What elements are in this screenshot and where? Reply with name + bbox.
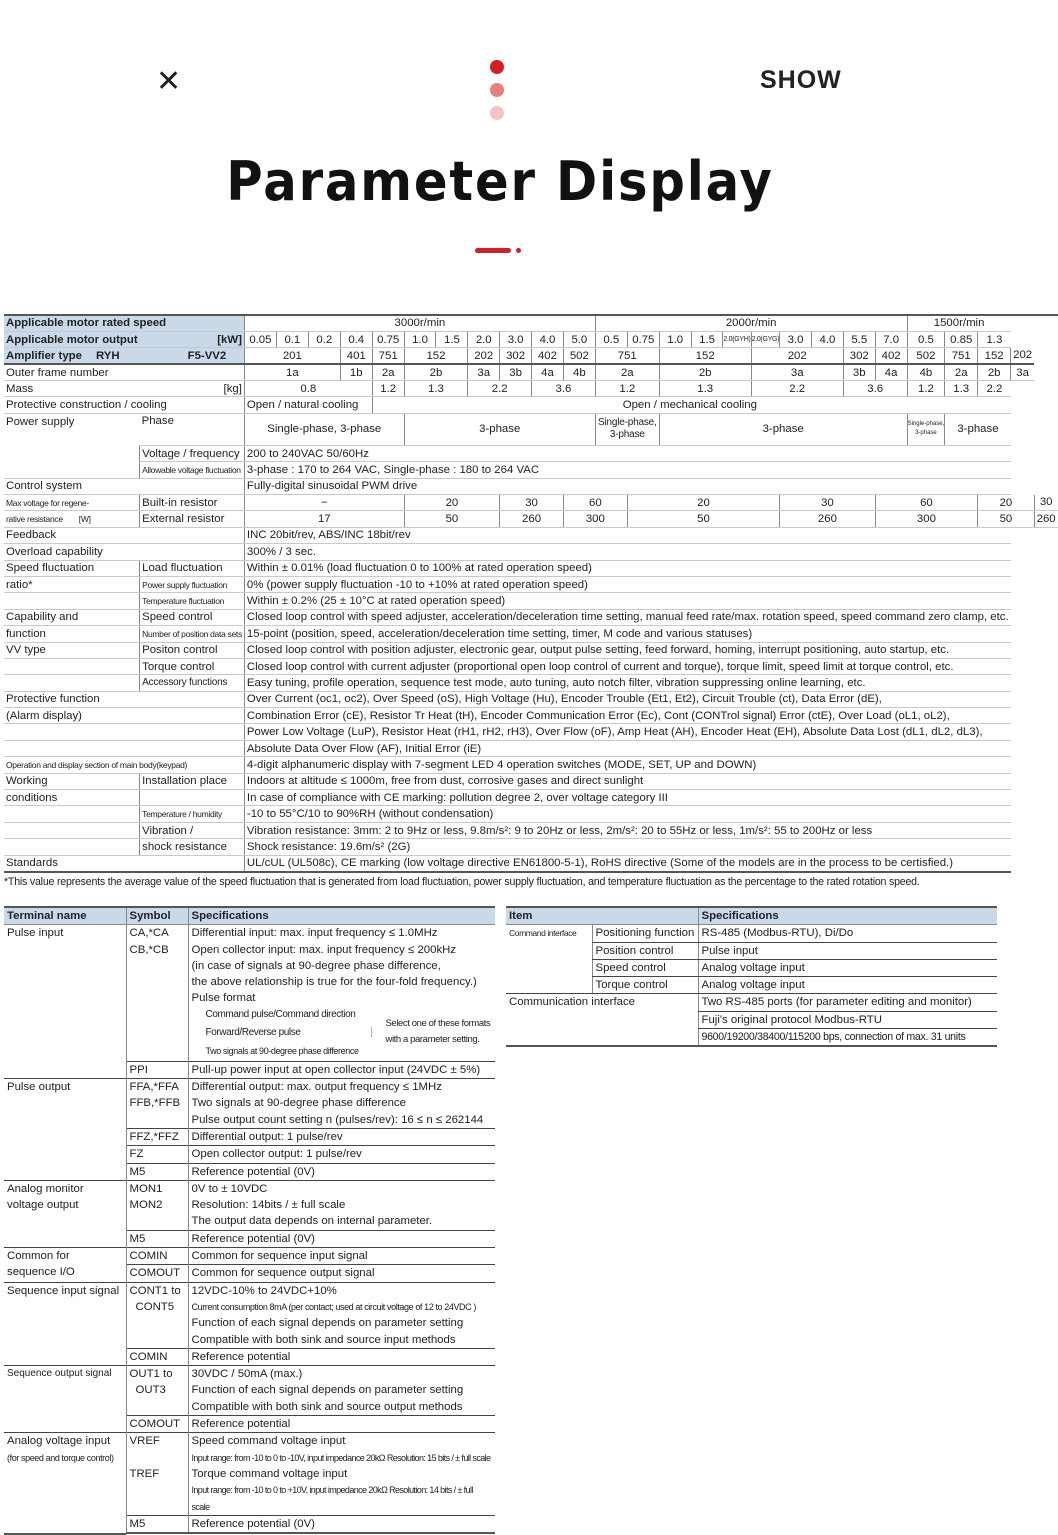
spec-line: Reference potential xyxy=(188,1416,495,1433)
resistor-cell: 30 xyxy=(500,495,564,511)
output-cell: 0.2 xyxy=(308,331,340,347)
spec-sub-label: Temperature / humidity xyxy=(140,806,245,822)
spec-row-label: Speed fluctuation xyxy=(4,560,140,576)
spec-line: Open collector output: 1 pulse/rev xyxy=(188,1146,495,1163)
phase-cell: 3-phase xyxy=(915,430,937,437)
terminal-name: Sequence input signal xyxy=(4,1282,126,1365)
output-cell: 1.0 xyxy=(659,331,691,347)
spec-line: Reference potential (0V) xyxy=(188,1515,495,1533)
spec-sub-label: Torque control xyxy=(140,658,245,674)
format-note: with a parameter setting. xyxy=(385,1033,480,1045)
amp-cell: 751 xyxy=(945,348,978,364)
three-dots-icon[interactable] xyxy=(490,60,504,129)
mass-cell: 1.2 xyxy=(372,381,404,397)
page-title: Parameter Display xyxy=(226,150,774,213)
terminal-name: sequence I/O xyxy=(7,1266,75,1279)
spec-line: Differential input: max. input frequency ≤ 1.0MHz xyxy=(191,927,438,940)
alarm-line: Absolute Data Over Flow (AF), Initial Error (iE) xyxy=(244,740,1010,756)
frame-cell: 1b xyxy=(340,364,372,380)
resistor-cell: 20 xyxy=(404,495,500,511)
output-cell: 1.5 xyxy=(691,331,723,347)
frame-cell: 2a xyxy=(372,364,404,380)
speed-2000: 2000r/min xyxy=(595,315,907,331)
mass-cell: 3.6 xyxy=(532,381,596,397)
terminal-table xyxy=(4,906,495,1535)
footnote: *This value represents the average value of the speed fluctuation that is generated from load fluctuation, power supply fluctuation, and temperature fluctuation as the percentage to the rated rotation speed. xyxy=(4,876,920,888)
resistor-cell: 300 xyxy=(875,511,977,527)
frame-cell: 4b xyxy=(907,364,945,380)
spec-sub-label: shock resistance xyxy=(140,839,245,855)
spec-row-label: VV type xyxy=(4,642,140,658)
spec-sub-label: Installation place xyxy=(140,773,245,789)
output-cell: 2.0(GYG) xyxy=(751,331,780,347)
amp-cell: 402 xyxy=(875,348,907,364)
terminal-name: (for speed and torque control) xyxy=(7,1452,114,1463)
item-sub: Speed control xyxy=(592,959,698,976)
spec-sub-label: Positon control xyxy=(140,642,245,658)
output-cell: 3.0 xyxy=(500,331,532,347)
output-cell: 7.0 xyxy=(875,331,907,347)
mass-cell: 1.3 xyxy=(945,381,978,397)
mass-cell: 2.2 xyxy=(468,381,532,397)
alarm-line: Power Low Voltage (LuP), Resistor Heat (rH1, rH2, rH3), Over Flow (oF), Amp Heat (AH), Encoder Heat (EH), Absolute Data Lost (dL1, dL2, dL3), xyxy=(244,724,1010,740)
spec-line: Pull-up power input at open collector input (24VDC ± 5%) xyxy=(188,1061,495,1078)
frame-cell: 3a xyxy=(1011,364,1035,380)
spec-sub-label: External resistor xyxy=(140,511,245,527)
output-cell: 1.0 xyxy=(404,331,436,347)
col-header: Terminal name xyxy=(4,907,126,925)
spec-line: Two signals at 90-degree phase difference xyxy=(191,1097,406,1110)
alarm-line: Over Current (oc1, oc2), Over Speed (oS), High Voltage (Hu), Encoder Trouble (Et1, Et2), Circuit Trouble (ct), Data Error (dE), xyxy=(244,691,1010,707)
output-cell: 2.0(GYH) xyxy=(723,331,751,347)
phase-cell: Single-phase, xyxy=(907,421,945,428)
speed-1500: 1500r/min xyxy=(907,315,1011,331)
spec-value: Closed loop control with position adjuster, electronic gear, output pulse setting, feed forward, homing, interrupt positioning, auto startup, etc. xyxy=(244,642,1010,658)
spec-sub-label: Vibration / xyxy=(140,822,245,838)
mass-cell: 1.3 xyxy=(404,381,468,397)
spec-line: Differential output: 1 pulse/rev xyxy=(188,1128,495,1145)
spec-sub-label: Power supply fluctuation xyxy=(140,576,245,592)
spec-value: 3-phase : 170 to 264 VAC, Single-phase : 180 to 264 VAC xyxy=(244,462,1010,478)
output-cell: 0.4 xyxy=(340,331,372,347)
col-header: Specifications xyxy=(698,907,997,925)
spec-sub-label: Allowable voltage fluctuation xyxy=(140,462,245,478)
spec-value: Indoors at altitude ≤ 1000m, free from dust, corrosive gases and direct sunlight xyxy=(244,773,1010,789)
spec-value: 15-point (position, speed, acceleration/deceleration time setting, timer, M code and various statuses) xyxy=(244,626,1010,642)
resistor-cell: 50 xyxy=(404,511,500,527)
amp-cell: 401 xyxy=(340,348,372,364)
frame-cell: 1a xyxy=(244,364,340,380)
resistor-cell: 17 xyxy=(244,511,404,527)
spec-row-label: Feedback xyxy=(4,527,244,543)
spec-line: Common for sequence output signal xyxy=(188,1265,495,1282)
terminal-symbol: MON2 xyxy=(129,1199,163,1212)
output-cell: 1.5 xyxy=(436,331,468,347)
spec-line: Speed command voltage input xyxy=(191,1435,346,1448)
dot-3 xyxy=(490,106,504,120)
pulse-format-option: Forward/Reverse pulse xyxy=(205,1026,301,1038)
mass-cell: 0.8 xyxy=(244,381,372,397)
pulse-format-option: Two signals at 90-degree phase difference xyxy=(205,1045,359,1056)
terminal-symbol: CONT1 to xyxy=(129,1284,181,1297)
spec-row-label: Control system xyxy=(4,478,244,494)
terminal-name: voltage output xyxy=(7,1199,79,1212)
terminal-symbol: PPI xyxy=(126,1061,188,1078)
spec-row-label: Power supply xyxy=(4,413,140,478)
spec-row-label: Amplifier type RYH xyxy=(4,348,140,364)
output-cell: 0.75 xyxy=(372,331,404,347)
spec-row-label: Max voltage for regene- xyxy=(4,495,140,511)
amp-cell: 302 xyxy=(843,348,875,364)
unit: [W] xyxy=(78,514,91,525)
output-cell: 5.0 xyxy=(563,331,595,347)
resistor-cell: 50 xyxy=(627,511,779,527)
spec-sub-label: Phase xyxy=(140,413,245,445)
spec-sub-label: Accessory functions xyxy=(140,675,245,691)
spec-row-label: Working xyxy=(4,773,140,789)
terminal-symbol: M5 xyxy=(126,1515,188,1533)
phase-cell: 3-phase xyxy=(404,413,595,445)
mass-cell: 1.2 xyxy=(907,381,945,397)
spec-row-label: Protective function xyxy=(4,691,244,707)
terminal-symbol: CB,*CB xyxy=(129,943,169,956)
mass-cell: 1.2 xyxy=(595,381,659,397)
resistor-cell: 30 xyxy=(780,495,876,511)
item-name: Command interface xyxy=(509,928,577,939)
terminal-name: Pulse output xyxy=(4,1079,126,1181)
spec-line: 0V to ± 10VDC xyxy=(191,1182,268,1195)
terminal-symbol: FZ xyxy=(126,1146,188,1163)
spec-row-label: rative resistance xyxy=(6,514,63,525)
spec-line: Compatible with both sink and source input methods xyxy=(191,1333,456,1346)
spec-line: Analog voltage input xyxy=(698,959,997,976)
terminal-symbol: COMIN xyxy=(126,1348,188,1365)
mass-cell: 1.3 xyxy=(659,381,751,397)
terminal-name: Common for xyxy=(7,1250,70,1263)
title-accent-bar xyxy=(475,248,511,253)
spec-row-label: Protective construction / cooling xyxy=(4,397,244,413)
frame-cell: 4a xyxy=(875,364,907,380)
frame-cell: 2a xyxy=(945,364,978,380)
spec-line: Input range: from -10 to 0 to -10V, input impedance 20kΩ Resolution: 15 bits / ± full scale xyxy=(191,1452,491,1463)
spec-value: Within ± 0.01% (load fluctuation 0 to 100% at rated operation speed) xyxy=(244,560,1010,576)
terminal-symbol: CA,*CA xyxy=(129,927,169,940)
resistor-cell: 60 xyxy=(563,495,627,511)
output-cell: 0.5 xyxy=(595,331,627,347)
spec-row-label: function xyxy=(4,626,140,642)
spec-row-label: Capability and xyxy=(4,609,140,625)
amp-cell: 152 xyxy=(404,348,468,364)
frame-cell: 3b xyxy=(843,364,875,380)
item-sub: Position control xyxy=(592,942,698,959)
resistor-cell: 60 xyxy=(875,495,977,511)
amp-cell: 402 xyxy=(532,348,564,364)
spec-row-label: (Alarm display) xyxy=(4,708,244,724)
spec-line: Function of each signal depends on parameter setting xyxy=(191,1384,464,1397)
terminal-symbol: M5 xyxy=(126,1230,188,1247)
frame-cell: 2b xyxy=(659,364,751,380)
spec-row-label: ratio* xyxy=(4,576,140,592)
amp-cell: 751 xyxy=(595,348,659,364)
title-accent-dot xyxy=(516,248,521,253)
item-sub: Torque control xyxy=(592,977,698,994)
spec-line: 30VDC / 50mA (max.) xyxy=(191,1368,303,1381)
output-cell: 1.3 xyxy=(978,331,1011,347)
amp-cell: 202 xyxy=(1011,348,1035,364)
spec-row-label: Applicable motor output xyxy=(4,331,140,347)
cooling-mechanical: Open / mechanical cooling xyxy=(372,397,1010,413)
frame-cell: 3a xyxy=(751,364,843,380)
phase-cell: 3-phase xyxy=(609,429,645,441)
output-cell: 0.75 xyxy=(627,331,659,347)
output-cell: 2.0 xyxy=(468,331,500,347)
terminal-symbol: OUT1 to xyxy=(129,1368,173,1381)
dot-1 xyxy=(490,60,504,74)
terminal-symbol: FFA,*FFA xyxy=(129,1081,179,1094)
spec-value: Shock resistance: 19.6m/s² (2G) xyxy=(244,839,1010,855)
spec-line: Common for sequence input signal xyxy=(188,1248,495,1265)
spec-value: Fully-digital sinusoidal PWM drive xyxy=(244,478,1010,494)
amp-cell: 201 xyxy=(244,348,340,364)
resistor-cell: 20 xyxy=(978,495,1034,511)
item-name: Communication interface xyxy=(506,994,698,1046)
terminal-name: Analog monitor xyxy=(7,1182,84,1195)
spec-value: 300% / 3 sec. xyxy=(244,544,1010,560)
output-cell: 0.05 xyxy=(244,331,276,347)
resistor-cell: 260 xyxy=(780,511,876,527)
spec-line: the above relationship is true for the four-fold frequency.) xyxy=(191,976,477,989)
spec-line: Reference potential (0V) xyxy=(188,1163,495,1180)
spec-line: Reference potential (0V) xyxy=(188,1230,495,1247)
spec-row-label: Mass xyxy=(4,381,140,397)
spec-value: Within ± 0.2% (25 ± 10°C at rated operation speed) xyxy=(244,593,1010,609)
spec-line: Function of each signal depends on parameter setting xyxy=(191,1317,464,1330)
phase-cell: Single-phase, xyxy=(598,417,657,429)
cooling-natural: Open / natural cooling xyxy=(244,397,372,413)
terminal-symbol: TREF xyxy=(126,1466,188,1515)
phase-cell: 3-phase xyxy=(945,413,1011,445)
amp-cell: 152 xyxy=(659,348,751,364)
spec-line: Torque command voltage input xyxy=(191,1467,348,1480)
spec-value: Easy tuning, profile operation, sequence test mode, auto tuning, auto notch filter, vibration suppressing online learning, etc. xyxy=(244,675,1010,691)
spec-line: Input range: from -10 to 0 to +10V, input impedance 20kΩ Resolution: 14 bits / ± full scale xyxy=(191,1485,473,1512)
pulse-format-option: Command pulse/Command direction xyxy=(205,1008,356,1020)
output-cell: 5.5 xyxy=(843,331,875,347)
resistor-cell: − xyxy=(244,495,404,511)
spec-value: 200 to 240VAC 50/60Hz xyxy=(244,445,1010,461)
amp-cell: 502 xyxy=(907,348,945,364)
frame-cell: 3b xyxy=(500,364,532,380)
amp-cell: 502 xyxy=(563,348,595,364)
phase-cell: Single-phase, 3-phase xyxy=(244,413,404,445)
terminal-symbol: M5 xyxy=(126,1163,188,1180)
frame-cell: 2b xyxy=(404,364,468,380)
output-cell: 4.0 xyxy=(532,331,564,347)
output-cell: 4.0 xyxy=(811,331,843,347)
brace-icon: } xyxy=(370,1026,372,1038)
mass-cell: 3.6 xyxy=(843,381,907,397)
speed-3000: 3000r/min xyxy=(244,315,595,331)
specification-table xyxy=(4,314,1058,873)
spec-value: INC 20bit/rev, ABS/INC 18bit/rev xyxy=(244,527,1010,543)
output-cell: 0.1 xyxy=(276,331,308,347)
spec-line: The output data depends on internal parameter. xyxy=(191,1215,433,1228)
amp-cell: 202 xyxy=(751,348,843,364)
frame-cell: 4b xyxy=(563,364,595,380)
spec-line: (in case of signals at 90-degree phase difference, xyxy=(191,959,441,972)
spec-row-label: Standards xyxy=(4,855,244,871)
terminal-name: Sequence output signal xyxy=(4,1366,126,1433)
spec-row-label: Applicable motor rated speed xyxy=(4,315,244,331)
resistor-cell: 260 xyxy=(1034,511,1058,527)
terminal-symbol: VREF xyxy=(126,1433,188,1466)
item-sub: Positioning function xyxy=(592,925,698,942)
amp-cell: 751 xyxy=(372,348,404,364)
amp-cell: 152 xyxy=(978,348,1011,364)
output-cell: 0.85 xyxy=(945,331,978,347)
spec-line: 9600/19200/38400/115200 bps, connection of max. 31 units xyxy=(698,1029,997,1047)
dot-2 xyxy=(490,83,504,97)
spec-value: 0% (power supply fluctuation -10 to +10% at rated operation speed) xyxy=(244,576,1010,592)
resistor-cell: 260 xyxy=(500,511,564,527)
spec-value: UL/cUL (UL508c), CE marking (low voltage directive EN61800-5-1), RoHS directive (Some of the models are in the process to be certisfied.) xyxy=(244,855,1010,871)
spec-line: Pulse format xyxy=(191,992,256,1005)
terminal-symbol: OUT3 xyxy=(135,1384,166,1397)
resistor-cell: 20 xyxy=(627,495,779,511)
spec-line: Analog voltage input xyxy=(698,977,997,994)
resistor-cell: 30 xyxy=(1034,495,1058,511)
terminal-symbol: COMIN xyxy=(126,1248,188,1265)
spec-row-label: Outer frame number xyxy=(4,364,244,380)
spec-value: 4-digit alphanumeric display with 7-segment LED 4 operation switches (MODE, SET, UP and DOWN) xyxy=(244,757,1010,773)
spec-sub-label: Voltage / frequency xyxy=(140,445,245,461)
spec-sub-label: Load fluctuation xyxy=(140,560,245,576)
spec-row-label: conditions xyxy=(4,790,140,806)
spec-value: -10 to 55°C/10 to 90%RH (without condensation) xyxy=(244,806,1010,822)
spec-value: In case of compliance with CE marking: pollution degree 2, over voltage category III xyxy=(244,790,1010,806)
pulse-format-group xyxy=(192,1007,493,1061)
terminal-symbol: COMOUT xyxy=(126,1265,188,1282)
spec-sub-label: Temperature fluctuation xyxy=(140,593,245,609)
format-note: Select one of these formats xyxy=(385,1017,491,1029)
spec-line: RS-485 (Modbus-RTU), Di/Do xyxy=(698,925,997,942)
spec-line: Two RS-485 ports (for parameter editing and monitor) xyxy=(698,994,997,1011)
col-header: Specifications xyxy=(188,907,495,925)
terminal-symbol: MON1 xyxy=(129,1182,163,1195)
interface-table xyxy=(506,906,997,1047)
resistor-cell: 50 xyxy=(978,511,1034,527)
amp-cell: 202 xyxy=(468,348,500,364)
spec-sub-label: Number of position data sets xyxy=(140,626,245,642)
spec-line: Compatible with both sink and source output methods xyxy=(191,1400,463,1413)
terminal-symbol: COMOUT xyxy=(126,1416,188,1433)
frame-cell: 3a xyxy=(468,364,500,380)
col-header: Symbol xyxy=(126,907,188,925)
terminal-symbol: FFB,*FFB xyxy=(129,1097,181,1110)
spec-row-label: Operation and display section of main body(keypad) xyxy=(4,757,244,773)
spec-line: 12VDC-10% to 24VDC+10% xyxy=(191,1284,337,1297)
terminal-symbol: FFZ,*FFZ xyxy=(126,1128,188,1145)
frame-cell: 2b xyxy=(978,364,1011,380)
spec-sub-label: Built-in resistor xyxy=(140,495,245,511)
mass-cell: 2.2 xyxy=(751,381,843,397)
unit: [kW] xyxy=(140,331,245,347)
spec-row-label: Overload capability xyxy=(4,544,244,560)
spec-line: Current consumption 8mA (per contact; used at circuit voltage of 12 to 24VDC ) xyxy=(191,1301,476,1312)
frame-cell: 4a xyxy=(532,364,564,380)
alarm-line: Combination Error (cE), Resistor Tr Heat (tH), Encoder Communication Error (Ec), Cont (CONTrol signal) Error (ctE), Over Load (oL1, oL2), xyxy=(244,708,1010,724)
spec-line: Pulse input xyxy=(698,942,997,959)
terminal-name: Pulse input xyxy=(7,927,64,940)
spec-sub-label: Speed control xyxy=(140,609,245,625)
mass-cell: 2.2 xyxy=(978,381,1011,397)
frame-cell: 2a xyxy=(595,364,659,380)
amp-series: F5-VV2 xyxy=(140,348,245,364)
output-cell: 0.5 xyxy=(907,331,945,347)
spec-value: Vibration resistance: 3mm: 2 to 9Hz or less, 9.8m/s²: 9 to 20Hz or less, 2m/s²: 20 to 55Hz or less, 1m/s²: 55 to 200Hz or less xyxy=(244,822,1010,838)
unit: [kg] xyxy=(140,381,245,397)
spec-value: Closed loop control with current adjuster (proportional open loop control of current and torque), torque limit, speed limit at torque control, etc. xyxy=(244,658,1010,674)
spec-line: Differential output: max. output frequency ≤ 1MHz xyxy=(191,1081,442,1094)
phase-cell: 3-phase xyxy=(659,413,907,445)
output-cell: 3.0 xyxy=(780,331,812,347)
amp-cell: 302 xyxy=(500,348,532,364)
resistor-cell: 300 xyxy=(563,511,627,527)
spec-line: Pulse output count setting n (pulses/rev): 16 ≤ n ≤ 262144 xyxy=(191,1113,484,1126)
spec-line: Open collector input: max. input frequency ≤ 200kHz xyxy=(191,943,457,956)
close-icon[interactable]: ✕ xyxy=(156,64,182,99)
spec-line: Fuji's original protocol Modbus-RTU xyxy=(698,1011,997,1028)
spec-value: Closed loop control with speed adjuster, acceleration/deceleration time setting, manual feed rate/max. rotation speed, speed command zero clamp, etc. xyxy=(244,609,1010,625)
spec-line: Reference potential xyxy=(188,1348,495,1365)
spec-line: Resolution: 14bits / ± full scale xyxy=(191,1199,346,1212)
terminal-symbol: CONT5 xyxy=(135,1300,175,1313)
terminal-name: Analog voltage input xyxy=(7,1435,111,1448)
col-header: Item xyxy=(506,907,698,925)
show-button[interactable]: SHOW xyxy=(760,66,842,94)
